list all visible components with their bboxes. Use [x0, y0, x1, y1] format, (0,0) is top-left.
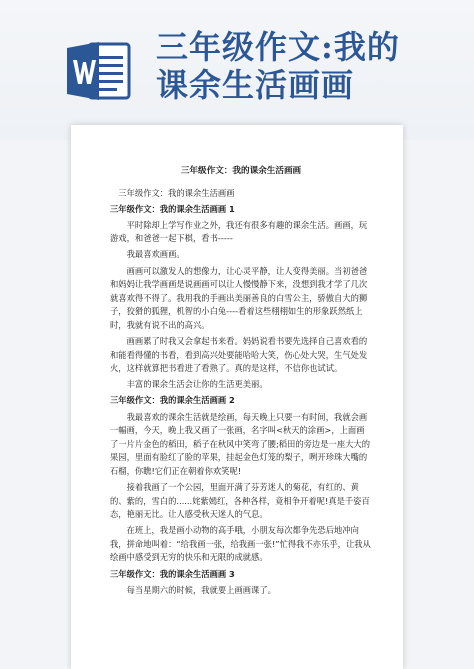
section-heading: 三年级作文：我的课余生活画画 1 [110, 203, 235, 214]
document-paragraph: 接着我画了一个公园，里面开满了芬芳迷人的菊花，有红的、黄的、紫的，雪白的......姹紫嫣红，各种各样，竟相争开着呢!真是千姿百态，艳丽无比。让人感受秋天迷人的气息。 [110, 481, 370, 520]
section-heading: 三年级作文：我的课余生活画画 2 [110, 395, 235, 406]
document-page [71, 125, 403, 669]
document-paragraph: 画画累了时我又会拿起书来看。妈妈说看书要先选择自己喜欢看的和能看得懂的书看，看到高兴处要能哈哈大笑，伤心处大哭，生气处发火，这样就算把书看进了看熟了。真的是这样，不信你也试试。 [110, 336, 368, 374]
document-paragraph: 每当星期六的时候，我就要上画画课了。 [126, 584, 276, 595]
document-paragraph: 画画可以激发人的想像力，让心灵平静，让人变得美丽。当初爸爸和妈妈让我学画画是说画画可以让人慢慢静下来，没想到我才学了几次就喜欢得不得了。我用我的手画出美丽善良的白雪公主，骄傲自大的狮子，狡猾的狐狸，机智的小白兔----看着这些栩栩如生的形象跃然纸上时，我就有说不出的高兴。 [110, 265, 368, 330]
header-banner [0, 0, 474, 140]
document-paragraph: 我最喜欢的课余生活就是绘画，每天晚上只要一有时间，我就会画一幅画，今天，晚上我又画了一张画，名字叫<秋天的涂画>，上面画了一片片金色的稻田，稻子在秋风中笑弯了腰;稻田的旁边是一座大大的果园，里面有脸红了脸的苹果，挂起金色灯笼的梨子，咧开珍珠大嘴的石榴，你瞧!它们正在朝着你欢笑呢! [110, 411, 371, 476]
page-title [156, 28, 400, 104]
document-title: 三年级作文：我的课余生活画画 [180, 166, 302, 176]
document-content [110, 165, 372, 600]
title-line-1: 三年级作文:我的 [156, 28, 400, 66]
document-paragraph: 丰富的课余生活会让你的生活更美丽。 [126, 379, 268, 390]
word-document-icon [65, 38, 131, 104]
document-paragraph: 平时除却上学写作业之外，我还有很多有趣的课余生活。画画，玩游戏，和爸爸一起下棋，看书----- [110, 219, 368, 244]
document-paragraph: 我最喜欢画画。 [126, 249, 185, 260]
document-paragraph: 三年级作文：我的课余生活画画 [118, 187, 235, 198]
document-paragraph: 在班上，我是画小动物的高手哦，小朋友每次都争先恐后地冲向我，拼命地叫着：“给我画一张，给我画一张!”忙得我不亦乐乎，让我从绘画中感受到无穷的快乐和无限的成就感。 [110, 525, 371, 563]
section-heading: 三年级作文：我的课余生活画画 3 [110, 568, 235, 579]
title-line-2: 课余生活画画 [156, 66, 355, 104]
